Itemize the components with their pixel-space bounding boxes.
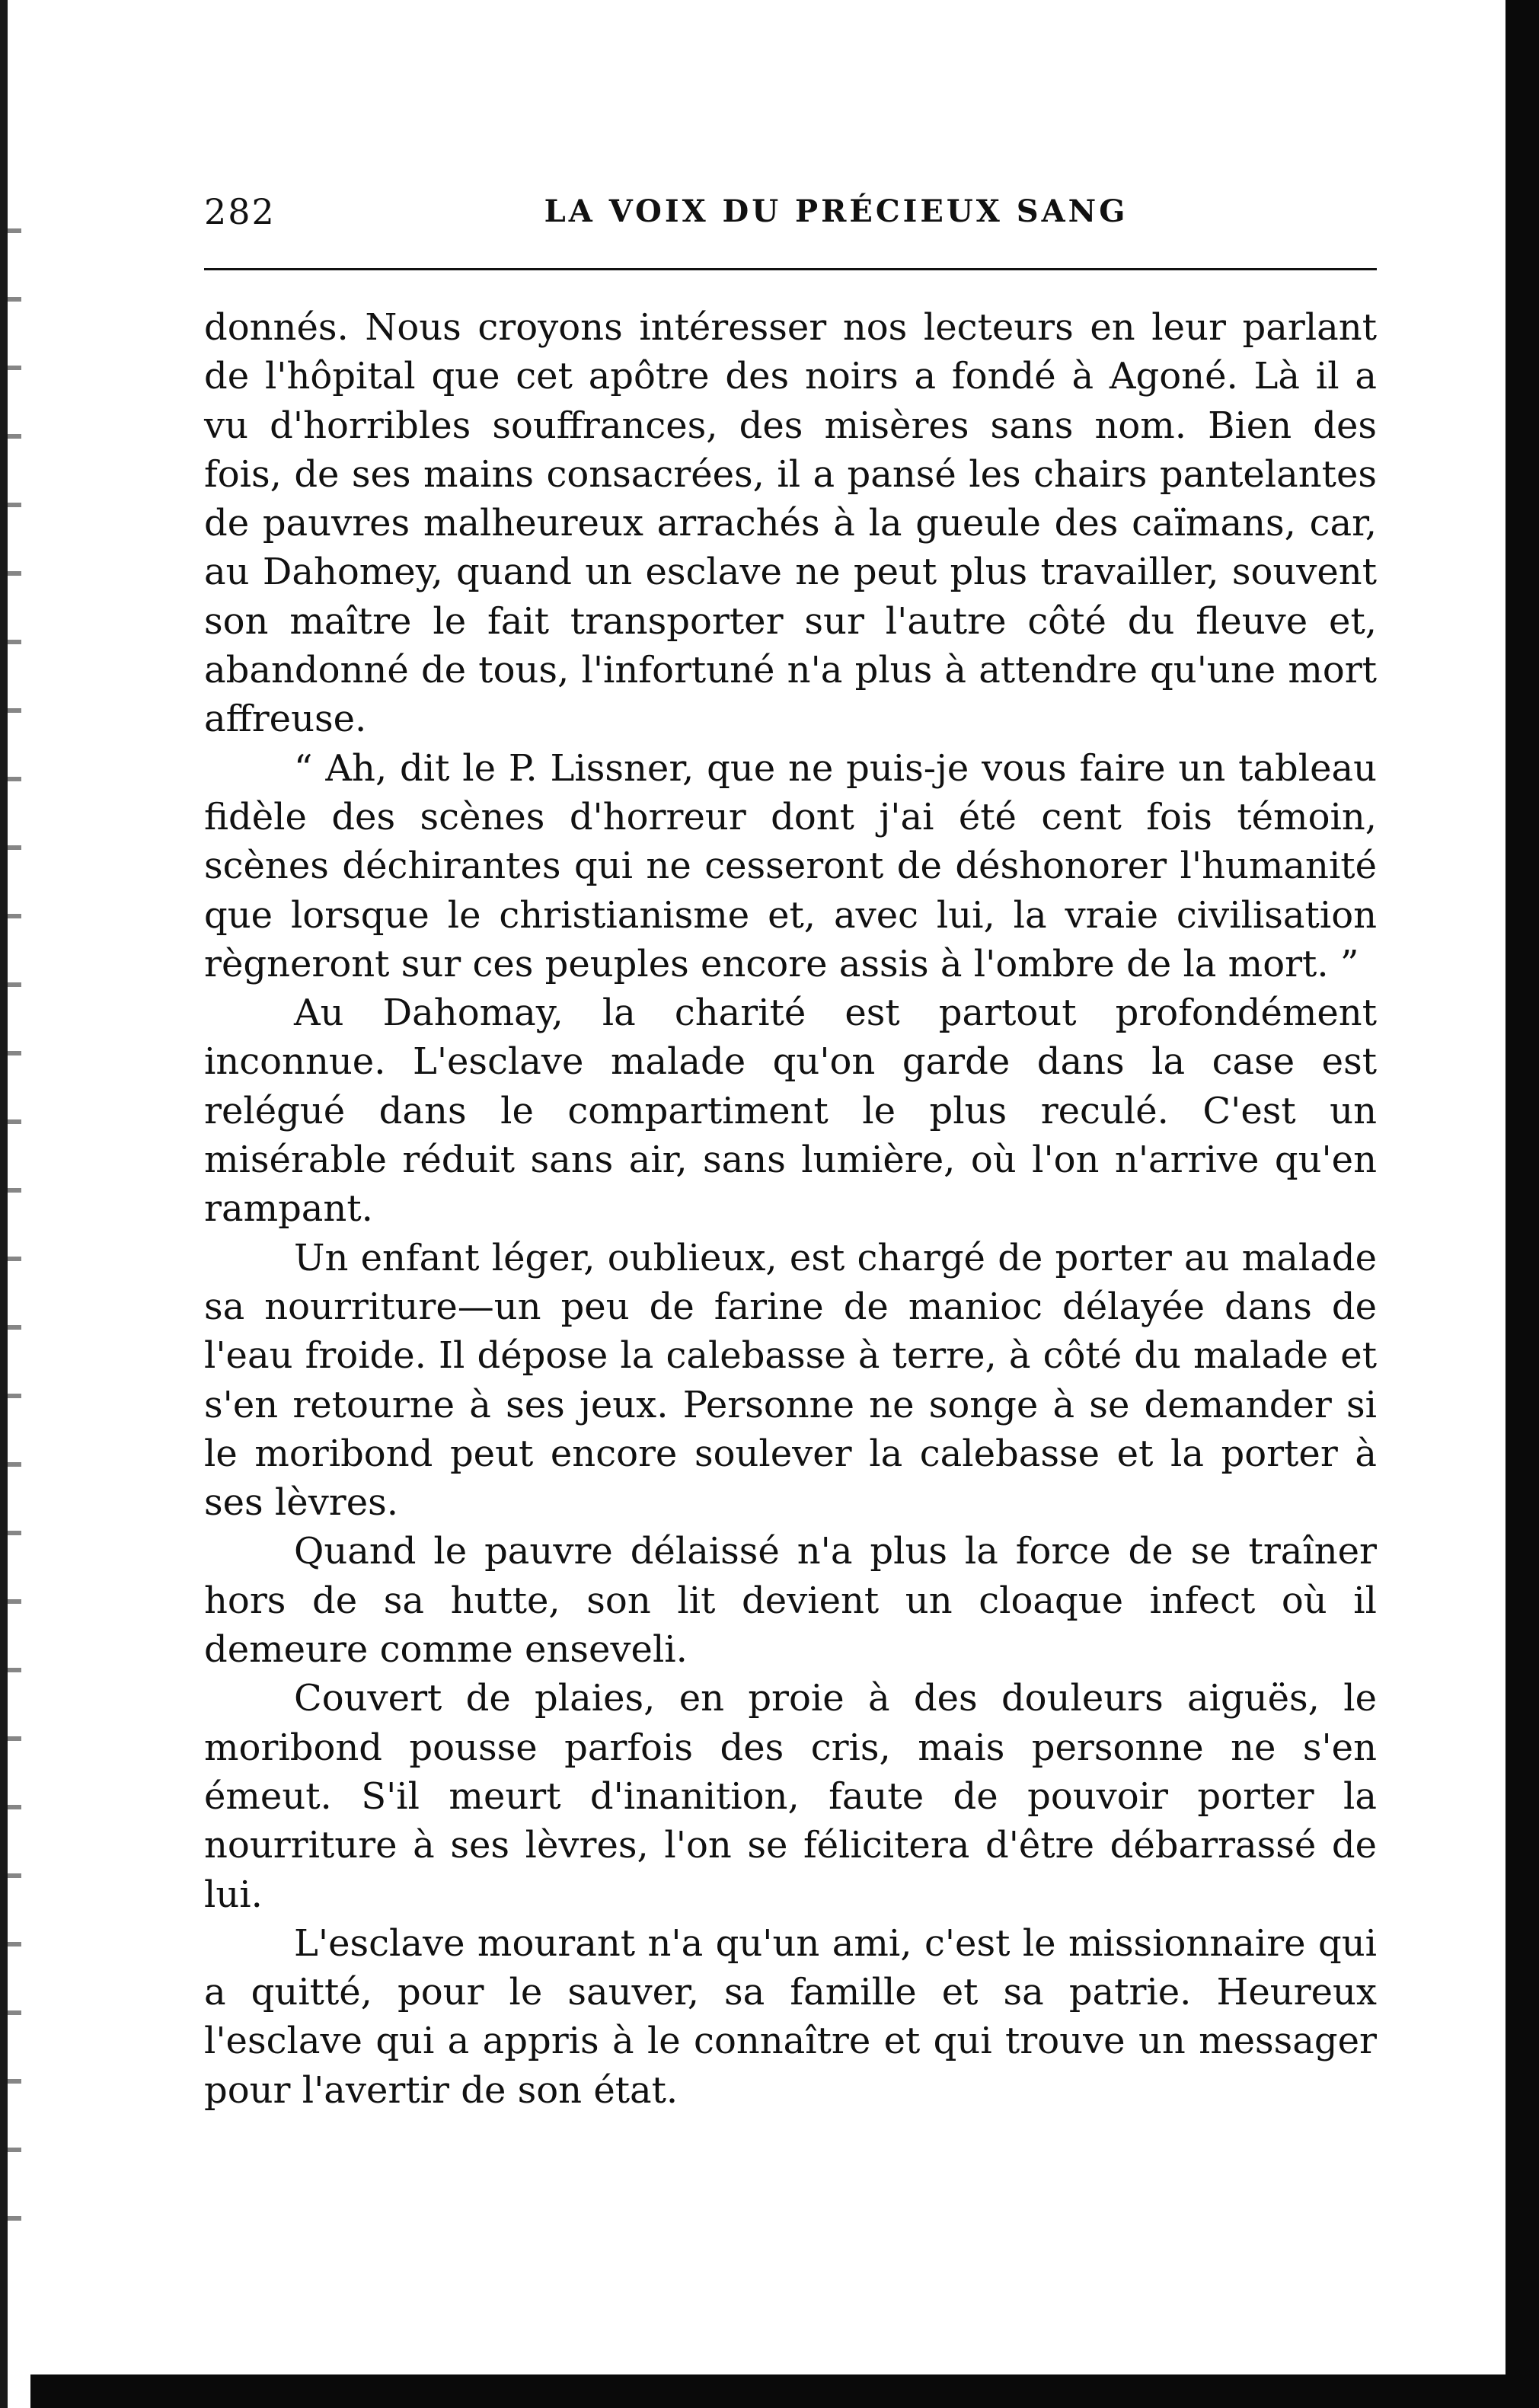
paragraph-5: Quand le pauvre délaissé n'a plus la force de se traîner hors de sa hutte, son lit devient un cloaque infect où il demeure comme enseveli. [204,1530,1377,1672]
paragraph-3: Au Dahomay, la charité est partout profondément inconnue. L'esclave malade qu'on garde dans la case est relégué dans le compartiment le plus reculé. C'est un misérable réduit sans air, sans lumière, où l'on n'arrive qu'en rampant. [204,992,1377,1231]
scan-bottom-border [30,2374,1539,2408]
header-rule [204,268,1377,270]
scan-right-border [1505,0,1539,2408]
paragraph-7: L'esclave mourant n'a qu'un ami, c'est le missionnaire qui a quitté, pour le sauver, sa famille et sa patrie. Heureux l'esclave qui a appris à le connaître et qui trouve un messager pour l'avertir de son état. [204,1921,1377,2112]
paragraph-6: Couvert de plaies, en proie à des douleurs aiguës, le moribond pousse parfois des cris, mais personne ne s'en émeut. S'il meurt d'inanition, faute de pouvoir porter la nourriture à ses lèvres, l'on se félicitera d'être débarrassé de lui. [204,1677,1377,1916]
body-text [204,303,1377,2115]
running-title: LA VOIX DU PRÉCIEUX SANG [544,193,1129,229]
page-number: 282 [204,191,276,232]
page-header [204,189,1377,235]
paragraph-1: donnés. Nous croyons intéresser nos lecteurs en leur parlant de l'hôpital que cet apôtre des noirs a fondé à Agoné. Là il a vu d'horribles souffrances, des misères sans nom. Bien des fois, de ses mains consacrées, il a pansé les chairs pantelantes de pauvres malheureux arrachés à la gueule des caïmans, car, au Dahomey, quand un esclave ne peut plus travailler, souvent son maître le fait transporter sur l'autre côté du fleuve et, abandonné de tous, l'infortuné n'a plus à attendre qu'une mort affreuse. [204,306,1377,741]
paragraph-4: Un enfant léger, oublieux, est chargé de porter au malade sa nourriture—un peu de farine de manioc délayée dans de l'eau froide. Il dépose la calebasse à terre, à côté du malade et s'en retourne à ses jeux. Personne ne songe à se demander si le moribond peut encore soulever la calebasse et la porter à ses lèvres. [204,1236,1377,1525]
scan-left-edge [0,0,8,2408]
scan-binding-marks [8,228,21,2285]
paragraph-2: “ Ah, dit le P. Lissner, que ne puis-je vous faire un tableau fidèle des scènes d'horreur dont j'ai été cent fois témoin, scènes déchirantes qui ne cesseront de déshonorer l'humanité que lorsque le christianisme et, avec lui, la vraie civilisation règneront sur ces peuples encore assis à l'ombre de la mort. ” [204,746,1377,985]
